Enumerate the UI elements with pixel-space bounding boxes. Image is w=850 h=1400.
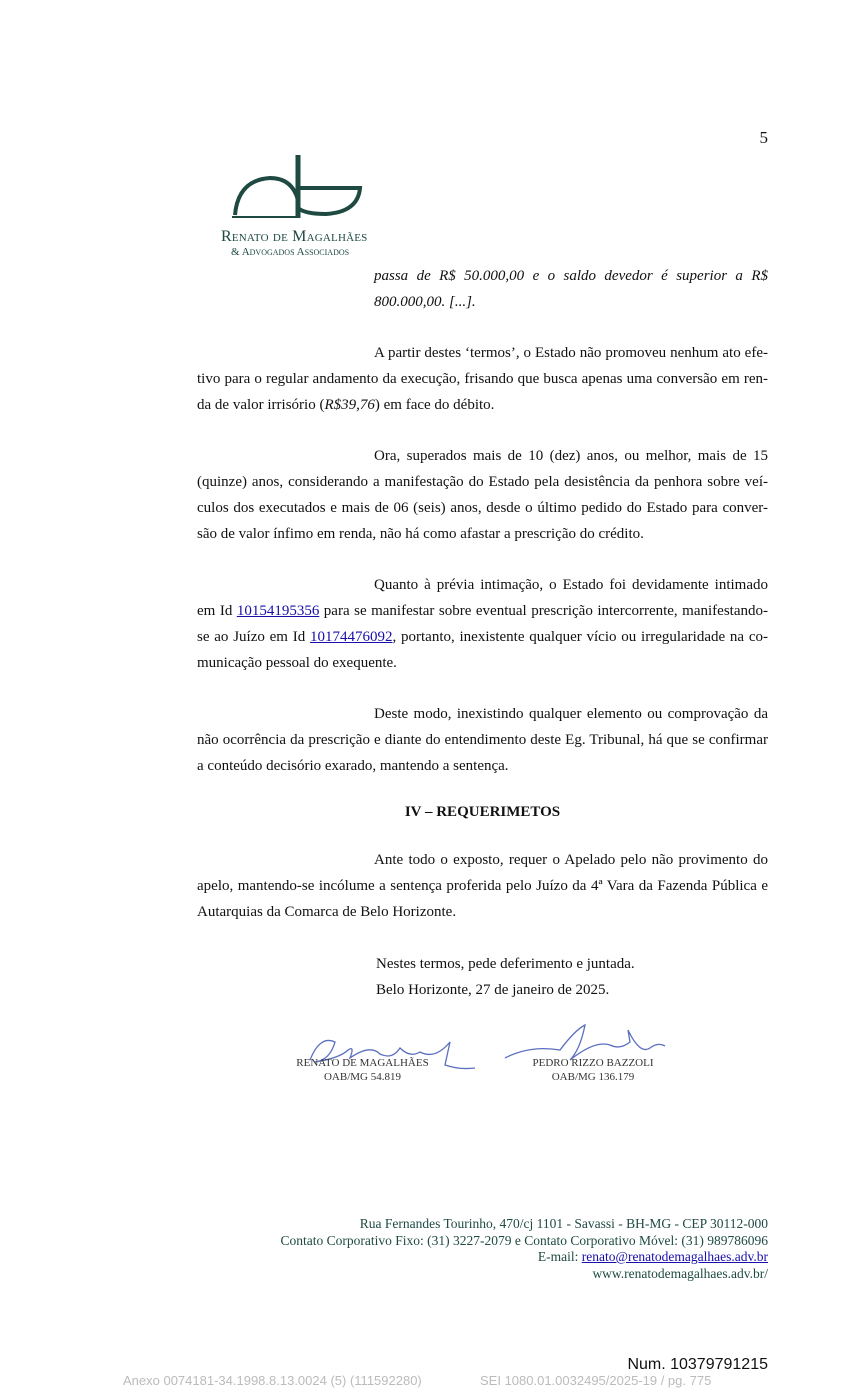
text-line: são de valor ínfimo em renda, não há como afastar a prescrição do crédito. — [197, 526, 644, 542]
text-line: municação pessoal do exequente. — [197, 655, 397, 671]
email-label: E-mail: — [537, 1249, 582, 1264]
text-segment: para se manifestar sobre eventual prescrição intercorrente, manifestando- — [319, 603, 768, 619]
section-title: IV – REQUERIMETOS — [404, 804, 561, 820]
paragraph — [197, 847, 768, 925]
logo-subtitle: & Advogados Associados — [231, 246, 350, 258]
signatory-oab: OAB/MG 54.819 — [323, 1071, 401, 1083]
signatory-name: RENATO DE MAGALHÃES — [296, 1057, 429, 1069]
quote-line: 800.000,00. [...]. — [374, 294, 476, 310]
logo-mark-icon — [230, 150, 370, 225]
signatory-name: PEDRO RIZZO BAZZOLI — [532, 1057, 654, 1069]
text-line: culos dos executados e mais de 06 (seis) anos, desde o último pedido do Estado para conver- — [197, 500, 768, 516]
text-line — [197, 392, 768, 418]
text-line: a conteúdo decisório exarado, mantendo a sentença. — [197, 758, 509, 774]
quote-line: passa de R$ 50.000,00 e o saldo devedor é superior a R$ — [374, 268, 768, 284]
paragraph — [197, 443, 768, 547]
closing-date: Belo Horizonte, 27 de janeiro de 2025. — [376, 982, 610, 998]
closing-line: Nestes termos, pede deferimento e juntada. — [376, 956, 635, 972]
signatory-oab: OAB/MG 136.179 — [551, 1071, 635, 1083]
letterhead-footer — [208, 1216, 768, 1282]
text-line: Ante todo o exposto, requer o Apelado pelo não provimento do — [374, 852, 768, 868]
closing — [376, 951, 635, 1003]
text-line: apelo, mantendo-se incólume a sentença proferida pelo Juízo da 4ª Vara da Fazenda Pública e — [197, 878, 768, 894]
text-line — [197, 624, 768, 650]
logo-name: Renato de Magalhães — [221, 228, 368, 245]
footer-email-line — [208, 1249, 768, 1266]
text-line: Deste modo, inexistindo qualquer elemento ou comprovação da — [374, 706, 768, 722]
paragraph — [197, 701, 768, 779]
amount-emphasis: R$39,76 — [324, 397, 375, 413]
text-line: (quinze) anos, considerando a manifestação do Estado pela desistência da penhora sobre veí- — [197, 474, 768, 490]
paragraph — [197, 572, 768, 676]
firm-logo — [215, 150, 400, 262]
signature-block — [518, 1030, 668, 1086]
footer-website: www.renatodemagalhaes.adv.br/ — [592, 1265, 768, 1281]
text-segment: , portanto, inexistente qualquer vício ou irregularidade na co- — [392, 629, 768, 645]
text-line: não ocorrência da prescrição e diante do entendimento deste Eg. Tribunal, há que se confirmar — [197, 732, 768, 748]
text-line: Quanto à prévia intimação, o Estado foi devidamente intimado — [374, 577, 768, 593]
annex-watermark: Anexo 0074181-34.1998.8.13.0024 (5) (111592280) — [123, 1373, 422, 1388]
email-link[interactable]: renato@renatodemagalhaes.adv.br — [581, 1249, 768, 1264]
text-line: Autarquias da Comarca de Belo Horizonte. — [197, 904, 457, 920]
text-segment: em Id — [197, 603, 237, 619]
text-line: tivo para o regular andamento da execução, frisando que busca apenas uma conversão em ren- — [197, 371, 768, 387]
text-segment: ) em face do débito. — [374, 397, 495, 413]
text-segment: se ao Juízo em Id — [197, 629, 310, 645]
sei-watermark: SEI 1080.01.0032495/2025-19 / pg. 775 — [480, 1373, 712, 1388]
document-number: Num. 10379791215 — [627, 1356, 768, 1373]
footer-address: Rua Fernandes Tourinho, 470/cj 1101 - Savassi - BH-MG - CEP 30112-000 — [359, 1216, 768, 1231]
text-segment: da de valor irrisório ( — [197, 397, 325, 413]
text-line: Ora, superados mais de 10 (dez) anos, ou melhor, mais de 15 — [374, 448, 768, 464]
page-number: 5 — [759, 128, 768, 147]
footer-contact: Contato Corporativo Fixo: (31) 3227-2079 e Contato Corporativo Móvel: (31) 989786096 — [280, 1232, 768, 1248]
text-line — [197, 598, 768, 624]
signature-block — [285, 1030, 440, 1086]
paragraph — [197, 340, 768, 418]
document-id-link[interactable]: 10174476092 — [309, 629, 393, 645]
citation-quote — [374, 263, 768, 315]
document-id-link[interactable]: 10154195356 — [236, 603, 320, 619]
text-line: A partir destes ‘termos’, o Estado não promoveu nenhum ato efe- — [374, 345, 768, 361]
